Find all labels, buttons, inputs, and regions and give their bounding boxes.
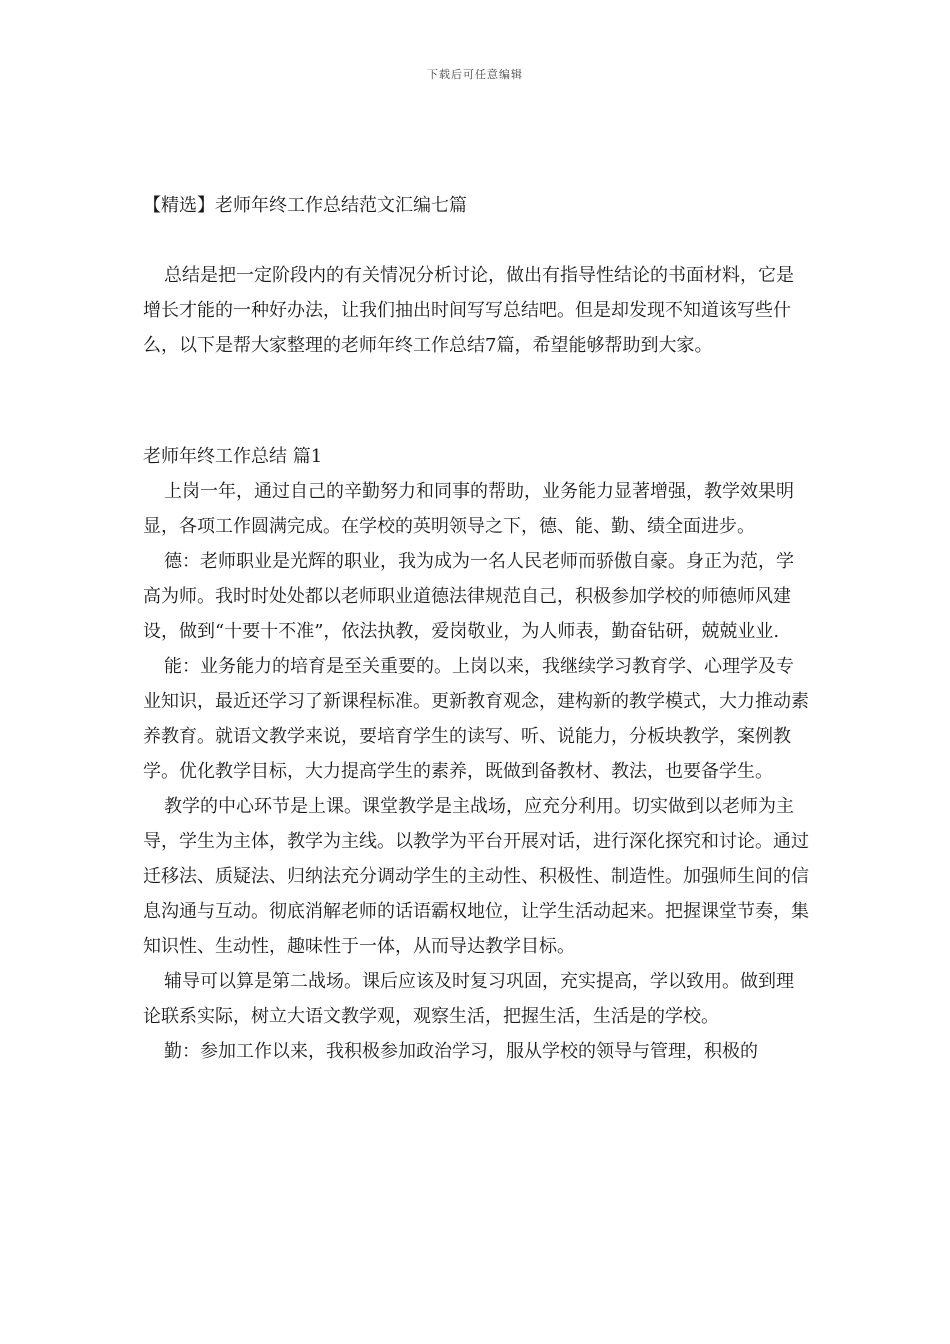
paragraph-qin: 勤：参加工作以来，我积极参加政治学习，服从学校的领导与管理，积极的 bbox=[164, 1041, 758, 1062]
header-note: 下载后可任意编辑 bbox=[427, 68, 523, 81]
intro-paragraph: 总结是把一定阶段内的有关情况分析讨论，做出有指导性结论的书面材料，它是增长才能的一种好办法，让我们抽出时间写写总结吧。但是却发现不知道该写些什么，以下是帮大家整理的老师年终工作总结7篇，希望能够帮助到大家。 bbox=[143, 265, 794, 356]
paragraph-de: 德：老师职业是光辉的职业，我为成为一名人民老师而骄傲自豪。身正为范，学高为师。我时时处处都以老师职业道德法律规范自己，积极参加学校的师德师风建设，做到“十要十不准”，依法执教，爱岗敬业，为人师表，勤奋钻研，兢兢业业. bbox=[143, 551, 794, 642]
paragraph-1: 上岗一年，通过自己的辛勤努力和同事的帮助，业务能力显著增强，教学效果明显，各项工作圆满完成。在学校的英明领导之下，德、能、勤、绩全面进步。 bbox=[143, 481, 794, 537]
section-heading: 老师年终工作总结 篇1 bbox=[143, 446, 323, 467]
paragraph-neng: 能：业务能力的培育是至关重要的。上岗以来，我继续学习教育学、心理学及专业知识，最近还学习了新课程标准。更新教育观念，建构新的教学模式，大力推动素养教育。就语文教学来说，要培育学生的读写、听、说能力，分板块教学，案例教学。优化教学目标，大力提高学生的素养，既做到备教材、教法，也要备学生。 bbox=[143, 656, 809, 782]
paragraph-teaching-center: 教学的中心环节是上课。课堂教学是主战场，应充分利用。切实做到以老师为主导，学生为主体，教学为主线。以教学为平台开展对话，进行深化探究和讨论。通过迁移法、质疑法、归纳法充分调动学生的主动性、积极性、制造性。加强师生间的信息沟通与互动。彻底消解老师的话语霸权地位，让学生活动起来。把握课堂节奏，集知识性、生动性，趣味性于一体，从而导达教学目标。 bbox=[143, 796, 809, 957]
intro-block bbox=[143, 258, 811, 363]
document-title: 【精选】老师年终工作总结范文汇编七篇 bbox=[143, 195, 467, 216]
paragraph-tutoring: 辅导可以算是第二战场。课后应该及时复习巩固，充实提高，学以致用。做到理论联系实际，树立大语文教学观，观察生活，把握生活，生活是的学校。 bbox=[143, 971, 794, 1027]
section-1 bbox=[143, 439, 811, 1069]
